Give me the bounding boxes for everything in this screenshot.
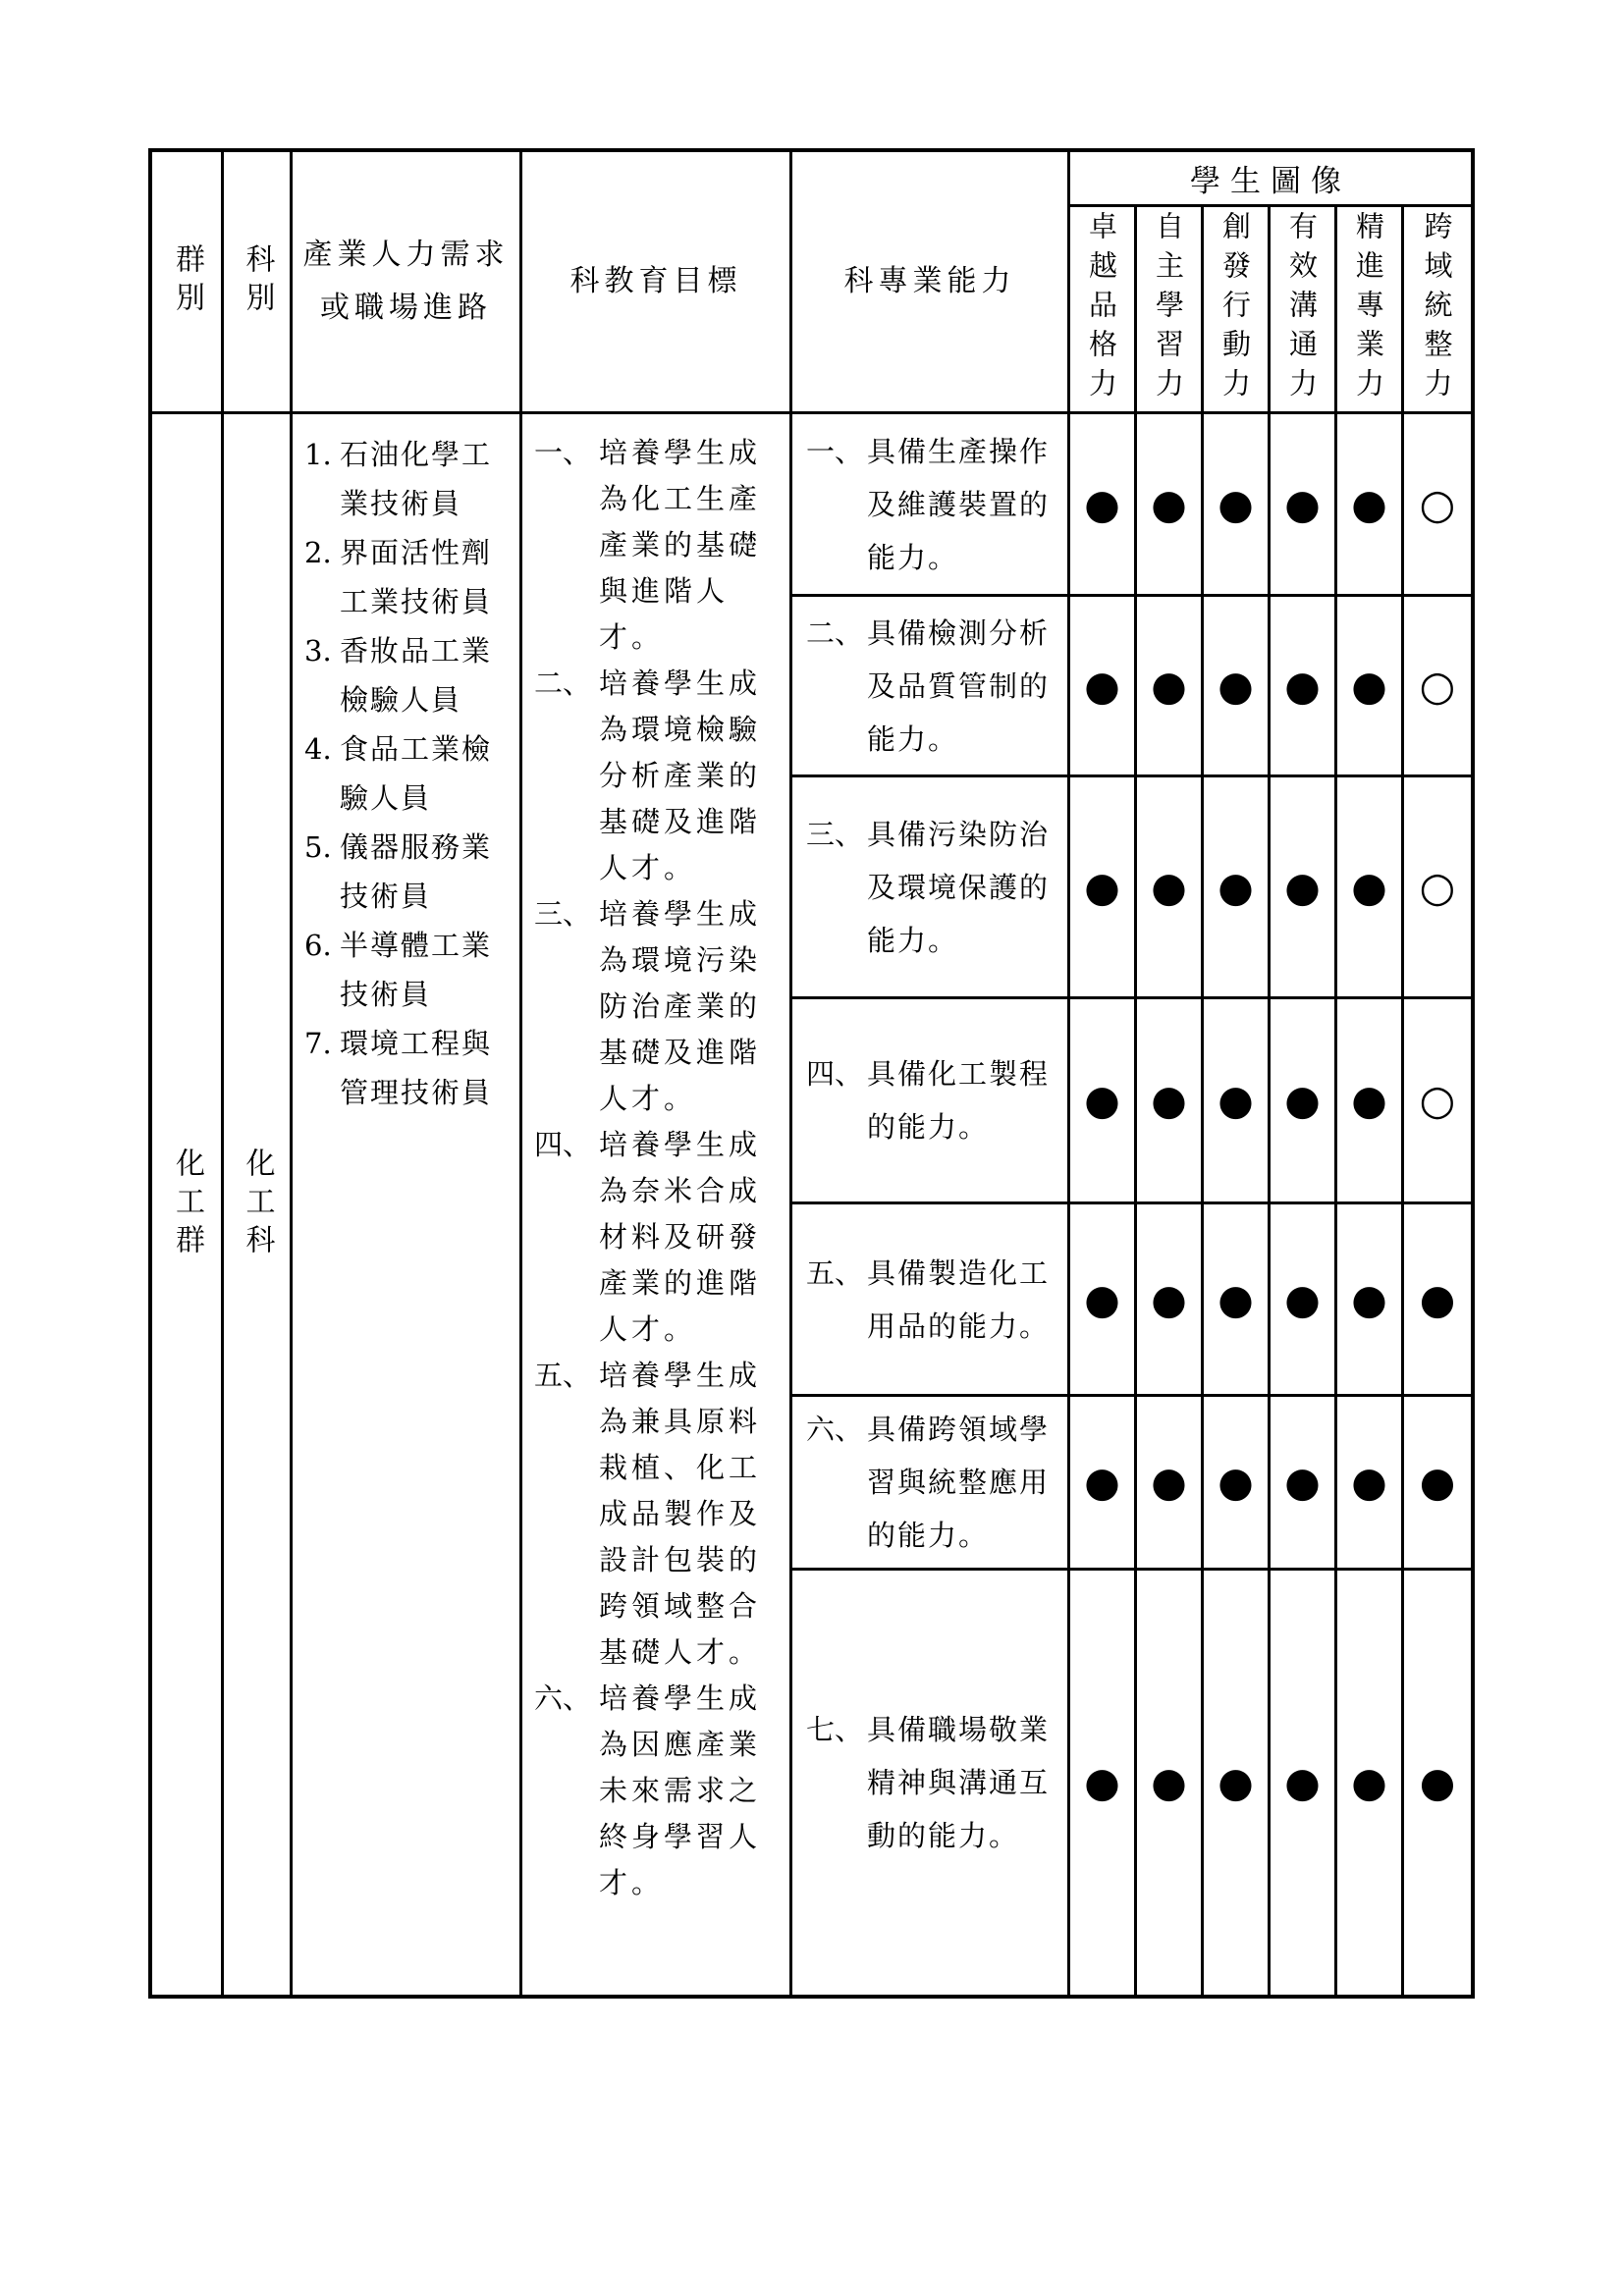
filled-dot-icon: ●	[1218, 1458, 1254, 1506]
filled-dot-icon: ●	[1084, 862, 1120, 911]
curriculum-table	[148, 148, 1475, 1999]
rating-cell	[1070, 777, 1137, 996]
rating-cell	[1070, 597, 1137, 774]
item-text: 石油化學工業技術員	[340, 438, 493, 520]
rating-cell	[1337, 597, 1404, 774]
header-profile-subcolumns	[1070, 207, 1471, 411]
item-text: 半導體工業技術員	[340, 929, 493, 1011]
list-item	[534, 661, 778, 891]
hollow-dot-icon: ○	[1419, 862, 1456, 911]
rating-cell	[1271, 414, 1337, 594]
dept-value: 化工科	[240, 1147, 275, 1262]
filled-dot-icon: ●	[1351, 661, 1387, 710]
item-number: 7.	[304, 1027, 332, 1060]
rating-cell	[1404, 777, 1471, 996]
filled-dot-icon: ●	[1151, 661, 1187, 710]
filled-dot-icon: ●	[1351, 1274, 1387, 1323]
rating-cell	[1204, 1397, 1271, 1568]
rating-cell	[1137, 597, 1204, 774]
list-item	[534, 1122, 778, 1353]
ability-row-3	[792, 777, 1471, 999]
profile-col-label: 自主學習力	[1152, 211, 1185, 407]
filled-dot-icon: ●	[1284, 479, 1321, 528]
list-item	[304, 823, 508, 921]
item-number: 七、	[806, 1713, 864, 1746]
filled-dot-icon: ●	[1419, 1274, 1456, 1323]
item-number: 2.	[304, 536, 332, 569]
list-item	[534, 891, 778, 1122]
ability-text-cell	[792, 1571, 1070, 1995]
rating-cell	[1137, 1571, 1204, 1995]
list-item	[304, 921, 508, 1019]
rating-cell	[1271, 999, 1337, 1201]
careers-list	[293, 414, 519, 1995]
item-text: 培養學生成為環境檢驗分析產業的基礎及進階人才。	[599, 667, 762, 884]
header-profile-col-6	[1404, 207, 1471, 411]
filled-dot-icon: ●	[1351, 1458, 1387, 1506]
header-profile-col-3	[1204, 207, 1271, 411]
item-text: 具備檢測分析及品質管制的能力。	[867, 615, 1051, 756]
header-abilities-label: 科專業能力	[843, 264, 1016, 298]
filled-dot-icon: ●	[1151, 1076, 1187, 1124]
filled-dot-icon: ●	[1284, 1758, 1321, 1806]
filled-dot-icon: ●	[1218, 1758, 1254, 1806]
item-text: 培養學生成為兼具原料栽植、化工成品製作及設計包裝的跨領域整合基礎人才。	[599, 1359, 762, 1669]
rating-cell	[1271, 1204, 1337, 1394]
profile-col-label: 卓越品格力	[1085, 211, 1118, 407]
list-item	[304, 430, 508, 528]
list-item	[534, 1676, 778, 1906]
item-number: 1.	[304, 438, 332, 471]
header-profile-block	[1070, 152, 1471, 411]
item-number: 3.	[304, 634, 332, 667]
rating-cell	[1070, 999, 1137, 1201]
body-cell-dept	[224, 414, 293, 1995]
filled-dot-icon: ●	[1218, 661, 1254, 710]
header-cell-abilities	[792, 152, 1070, 411]
rating-cell	[1404, 1397, 1471, 1568]
list-item	[304, 528, 508, 626]
rating-cell	[1337, 1571, 1404, 1995]
ability-row-2	[792, 597, 1471, 777]
rating-cell	[1404, 1204, 1471, 1394]
rating-cell	[1070, 414, 1137, 594]
profile-col-label: 有效溝通力	[1285, 211, 1319, 407]
filled-dot-icon: ●	[1284, 1274, 1321, 1323]
item-number: 5.	[304, 830, 332, 864]
filled-dot-icon: ●	[1351, 862, 1387, 911]
filled-dot-icon: ●	[1084, 1458, 1120, 1506]
filled-dot-icon: ●	[1218, 862, 1254, 911]
filled-dot-icon: ●	[1218, 1274, 1254, 1323]
header-cell-goals	[522, 152, 792, 411]
filled-dot-icon: ●	[1284, 661, 1321, 710]
item-text: 培養學生成為環境污染防治產業的基礎及進階人才。	[599, 897, 762, 1115]
ability-text-cell	[792, 999, 1070, 1201]
rating-cell	[1337, 414, 1404, 594]
header-profile-col-2	[1137, 207, 1204, 411]
header-dept-label: 科別	[240, 243, 275, 320]
rating-cell	[1271, 777, 1337, 996]
rating-cell	[1204, 414, 1271, 594]
header-cell-dept	[224, 152, 293, 411]
header-goals-label: 科教育目標	[569, 264, 742, 298]
ability-text-cell	[792, 777, 1070, 996]
header-cell-group	[152, 152, 224, 411]
header-cell-careers	[293, 152, 522, 411]
item-number: 二、	[534, 667, 592, 700]
ability-text-cell	[792, 1204, 1070, 1394]
header-profile-title: 學生圖像	[1070, 152, 1471, 207]
item-number: 六、	[806, 1413, 864, 1446]
filled-dot-icon: ●	[1218, 1076, 1254, 1124]
header-profile-col-5	[1337, 207, 1404, 411]
rating-cell	[1337, 999, 1404, 1201]
item-number: 六、	[534, 1682, 592, 1715]
filled-dot-icon: ●	[1151, 862, 1187, 911]
rating-cell	[1204, 1571, 1271, 1995]
profile-col-label: 精進專業力	[1352, 211, 1385, 407]
filled-dot-icon: ●	[1284, 1458, 1321, 1506]
rating-cell	[1337, 1204, 1404, 1394]
filled-dot-icon: ●	[1084, 1076, 1120, 1124]
item-text: 具備污染防治及環境保護的能力。	[867, 817, 1051, 957]
item-number: 一、	[534, 436, 592, 469]
filled-dot-icon: ●	[1419, 1458, 1456, 1506]
rating-cell	[1337, 1397, 1404, 1568]
rating-cell	[1404, 1571, 1471, 1995]
hollow-dot-icon: ○	[1419, 661, 1456, 710]
filled-dot-icon: ●	[1151, 1274, 1187, 1323]
ability-text-cell	[792, 414, 1070, 594]
rating-cell	[1137, 777, 1204, 996]
item-number: 五、	[534, 1359, 592, 1392]
filled-dot-icon: ●	[1084, 479, 1120, 528]
rating-cell	[1204, 597, 1271, 774]
rating-cell	[1070, 1571, 1137, 1995]
item-number: 4.	[304, 732, 332, 766]
body-cell-goals	[522, 414, 792, 1995]
ability-text-cell	[792, 597, 1070, 774]
header-careers-line1: 產業人力需求	[302, 238, 510, 272]
profile-col-label: 跨域統整力	[1420, 211, 1454, 407]
filled-dot-icon: ●	[1084, 661, 1120, 710]
filled-dot-icon: ●	[1284, 1076, 1321, 1124]
rating-cell	[1204, 1204, 1271, 1394]
list-item	[534, 1353, 778, 1676]
goals-list	[522, 414, 789, 1995]
filled-dot-icon: ●	[1084, 1758, 1120, 1806]
item-text: 儀器服務業技術員	[340, 830, 493, 913]
rating-cell	[1271, 1397, 1337, 1568]
rating-cell	[1137, 1397, 1204, 1568]
table-header-row	[152, 152, 1471, 414]
item-number: 五、	[806, 1255, 864, 1290]
item-text: 具備製造化工用品的能力。	[867, 1255, 1051, 1343]
rating-cell	[1337, 777, 1404, 996]
item-number: 6.	[304, 929, 332, 962]
item-text: 具備職場敬業精神與溝通互動的能力。	[867, 1713, 1051, 1852]
item-number: 四、	[534, 1128, 592, 1161]
item-number: 四、	[806, 1057, 864, 1091]
body-cell-group	[152, 414, 224, 1995]
item-number: 二、	[806, 615, 864, 650]
item-number: 三、	[534, 897, 592, 931]
filled-dot-icon: ●	[1151, 479, 1187, 528]
rating-cell	[1404, 999, 1471, 1201]
list-item	[304, 1019, 508, 1117]
hollow-dot-icon: ○	[1419, 1076, 1456, 1124]
rating-cell	[1404, 597, 1471, 774]
ability-row-7	[792, 1571, 1471, 1995]
list-item	[304, 626, 508, 724]
item-number: 一、	[806, 434, 864, 468]
list-item	[304, 724, 508, 823]
rating-cell	[1271, 597, 1337, 774]
rating-cell	[1204, 999, 1271, 1201]
item-text: 環境工程與管理技術員	[340, 1027, 493, 1109]
filled-dot-icon: ●	[1151, 1758, 1187, 1806]
filled-dot-icon: ●	[1351, 479, 1387, 528]
header-careers-line2: 或職場進路	[320, 291, 492, 325]
item-text: 具備生產操作及維護裝置的能力。	[867, 434, 1051, 574]
body-cell-careers	[293, 414, 522, 1995]
header-careers-label	[303, 229, 510, 335]
filled-dot-icon: ●	[1351, 1076, 1387, 1124]
ability-row-4	[792, 999, 1471, 1204]
rating-cell	[1070, 1397, 1137, 1568]
rating-cell	[1404, 414, 1471, 594]
rating-cell	[1070, 1204, 1137, 1394]
filled-dot-icon: ●	[1218, 479, 1254, 528]
ability-text-cell	[792, 1397, 1070, 1568]
rating-cell	[1137, 1204, 1204, 1394]
abilities-grid	[792, 414, 1471, 1995]
filled-dot-icon: ●	[1284, 862, 1321, 911]
ability-row-1	[792, 414, 1471, 597]
item-text: 具備化工製程的能力。	[867, 1057, 1051, 1144]
ability-row-5	[792, 1204, 1471, 1397]
item-text: 香妝品工業檢驗人員	[340, 634, 493, 717]
filled-dot-icon: ●	[1419, 1758, 1456, 1806]
rating-cell	[1137, 999, 1204, 1201]
group-value: 化工群	[170, 1147, 204, 1262]
rating-cell	[1204, 777, 1271, 996]
item-text: 培養學生成為化工生產產業的基礎與進階人才。	[599, 436, 762, 654]
filled-dot-icon: ●	[1151, 1458, 1187, 1506]
ability-row-6	[792, 1397, 1471, 1571]
hollow-dot-icon: ○	[1419, 479, 1456, 528]
rating-cell	[1271, 1571, 1337, 1995]
filled-dot-icon: ●	[1351, 1758, 1387, 1806]
item-number: 三、	[806, 817, 864, 851]
header-profile-col-1	[1070, 207, 1137, 411]
item-text: 培養學生成為奈米合成材料及研發產業的進階人才。	[599, 1128, 762, 1346]
table-body	[152, 414, 1471, 1995]
filled-dot-icon: ●	[1084, 1274, 1120, 1323]
item-text: 具備跨領域學習與統整應用的能力。	[867, 1413, 1051, 1552]
header-profile-col-4	[1271, 207, 1337, 411]
item-text: 界面活性劑工業技術員	[340, 536, 493, 618]
list-item	[534, 430, 778, 661]
rating-cell	[1137, 414, 1204, 594]
item-text: 食品工業檢驗人員	[340, 732, 493, 815]
item-text: 培養學生成為因應產業未來需求之終身學習人才。	[599, 1682, 762, 1899]
profile-col-label: 創發行動力	[1218, 211, 1252, 407]
header-group-label: 群別	[170, 243, 204, 320]
